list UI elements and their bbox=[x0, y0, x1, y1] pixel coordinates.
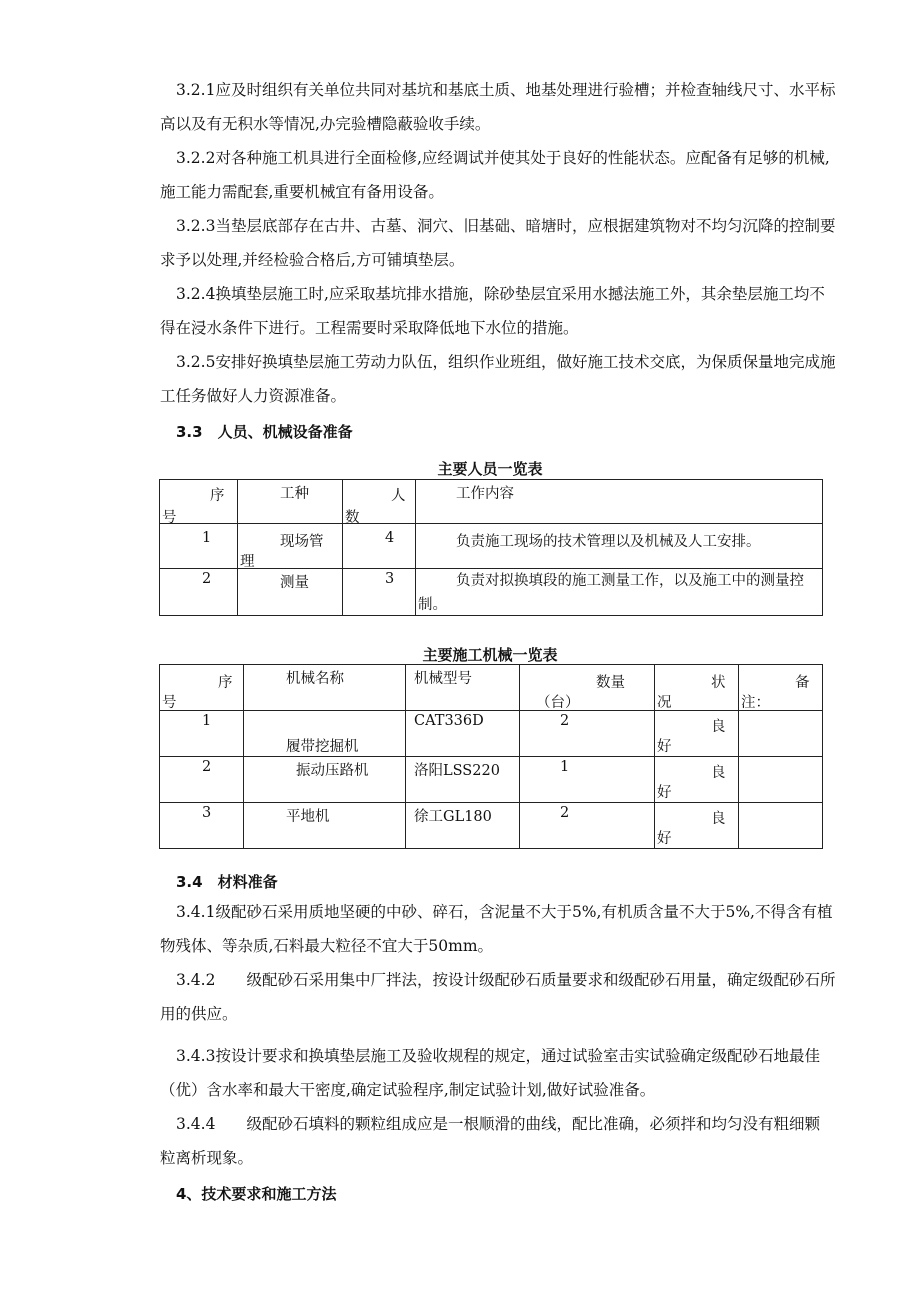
personnel-table-caption: 主要人员一览表 bbox=[437, 460, 543, 478]
machine-table-caption: 主要施工机械一览表 bbox=[422, 646, 558, 664]
machine-table bbox=[159, 664, 823, 849]
heading-3-3: 3.3 人员、机械设备准备 bbox=[176, 423, 353, 441]
table-row: 1 现场管 理 4 负责施工现场的技术管理以及机械及人工安排。 bbox=[160, 524, 823, 569]
personnel-table bbox=[159, 479, 823, 616]
table-row: 3 平地机 徐工GL180 2 良 好 bbox=[160, 803, 823, 849]
machine-table-header: 序 号 机械名称 机械型号 数量 （台） 状 况 备 注： bbox=[160, 665, 823, 711]
paragraph-3-2-1: 3.2.1应及时组织有关单位共同对基坑和基底土质、地基处理进行验槽；并检查轴线尺寸、水平标 高以及有无积水等情况,办完验槽隐蔽验收手续。 bbox=[160, 81, 836, 133]
heading-4: 4、技术要求和施工方法 bbox=[176, 1185, 337, 1203]
paragraph-3-2-4: 3.2.4换填垫层施工时,应采取基坑排水措施，除砂垫层宜采用水撼法施工外，其余垫层施工均不 得在浸水条件下进行。工程需要时采取降低地下水位的措施。 bbox=[160, 285, 825, 337]
paragraph-3-4-3: 3.4.3按设计要求和换填垫层施工及验收规程的规定，通过试验室击实试验确定级配砂石地最佳 （优）含水率和最大干密度,确定试验程序,制定试验计划,做好试验准备。 bbox=[160, 1047, 820, 1099]
heading-3-4: 3.4 材料准备 bbox=[176, 873, 278, 891]
personnel-table-header: 序 号 工种 人 数 工作内容 bbox=[160, 480, 823, 524]
paragraph-3-4-2: 3.4.2 级配砂石采用集中厂拌法，按设计级配砂石质量要求和级配砂石用量，确定级配砂石所 用的供应。 bbox=[160, 971, 836, 1023]
paragraph-3-2-5: 3.2.5安排好换填垫层施工劳动力队伍，组织作业班组，做好施工技术交底，为保质保量地完成施 工任务做好人力资源准备。 bbox=[160, 353, 836, 405]
paragraph-3-2-3: 3.2.3当垫层底部存在古井、古墓、洞穴、旧基础、暗塘时，应根据建筑物对不均匀沉降的控制要 求予以处理,并经检验合格后,方可铺填垫层。 bbox=[160, 217, 836, 269]
table-row: 2 振动压路机 洛阳LSS220 1 良 好 bbox=[160, 757, 823, 803]
table-row: 1 履带挖掘机 CAT336D 2 良 好 bbox=[160, 711, 823, 757]
paragraph-3-2-2: 3.2.2对各种施工机具进行全面检修,应经调试并使其处于良好的性能状态。应配备有足够的机械, 施工能力需配套,重要机械宜有备用设备。 bbox=[160, 149, 830, 201]
paragraph-3-4-1: 3.4.1级配砂石采用质地坚硬的中砂、碎石，含泥量不大于5%,有机质含量不大于5%,不得含有植 物残体、等杂质,石料最大粒径不宜大于50mm。 bbox=[160, 903, 833, 955]
table-row: 2 测量 3 负责对拟换填段的施工测量工作，以及施工中的测量控制。 bbox=[160, 569, 823, 616]
paragraph-3-4-4: 3.4.4 级配砂石填料的颗粒组成应是一根顺滑的曲线，配比准确，必须拌和均匀没有粗细颗 粒离析现象。 bbox=[160, 1115, 820, 1167]
